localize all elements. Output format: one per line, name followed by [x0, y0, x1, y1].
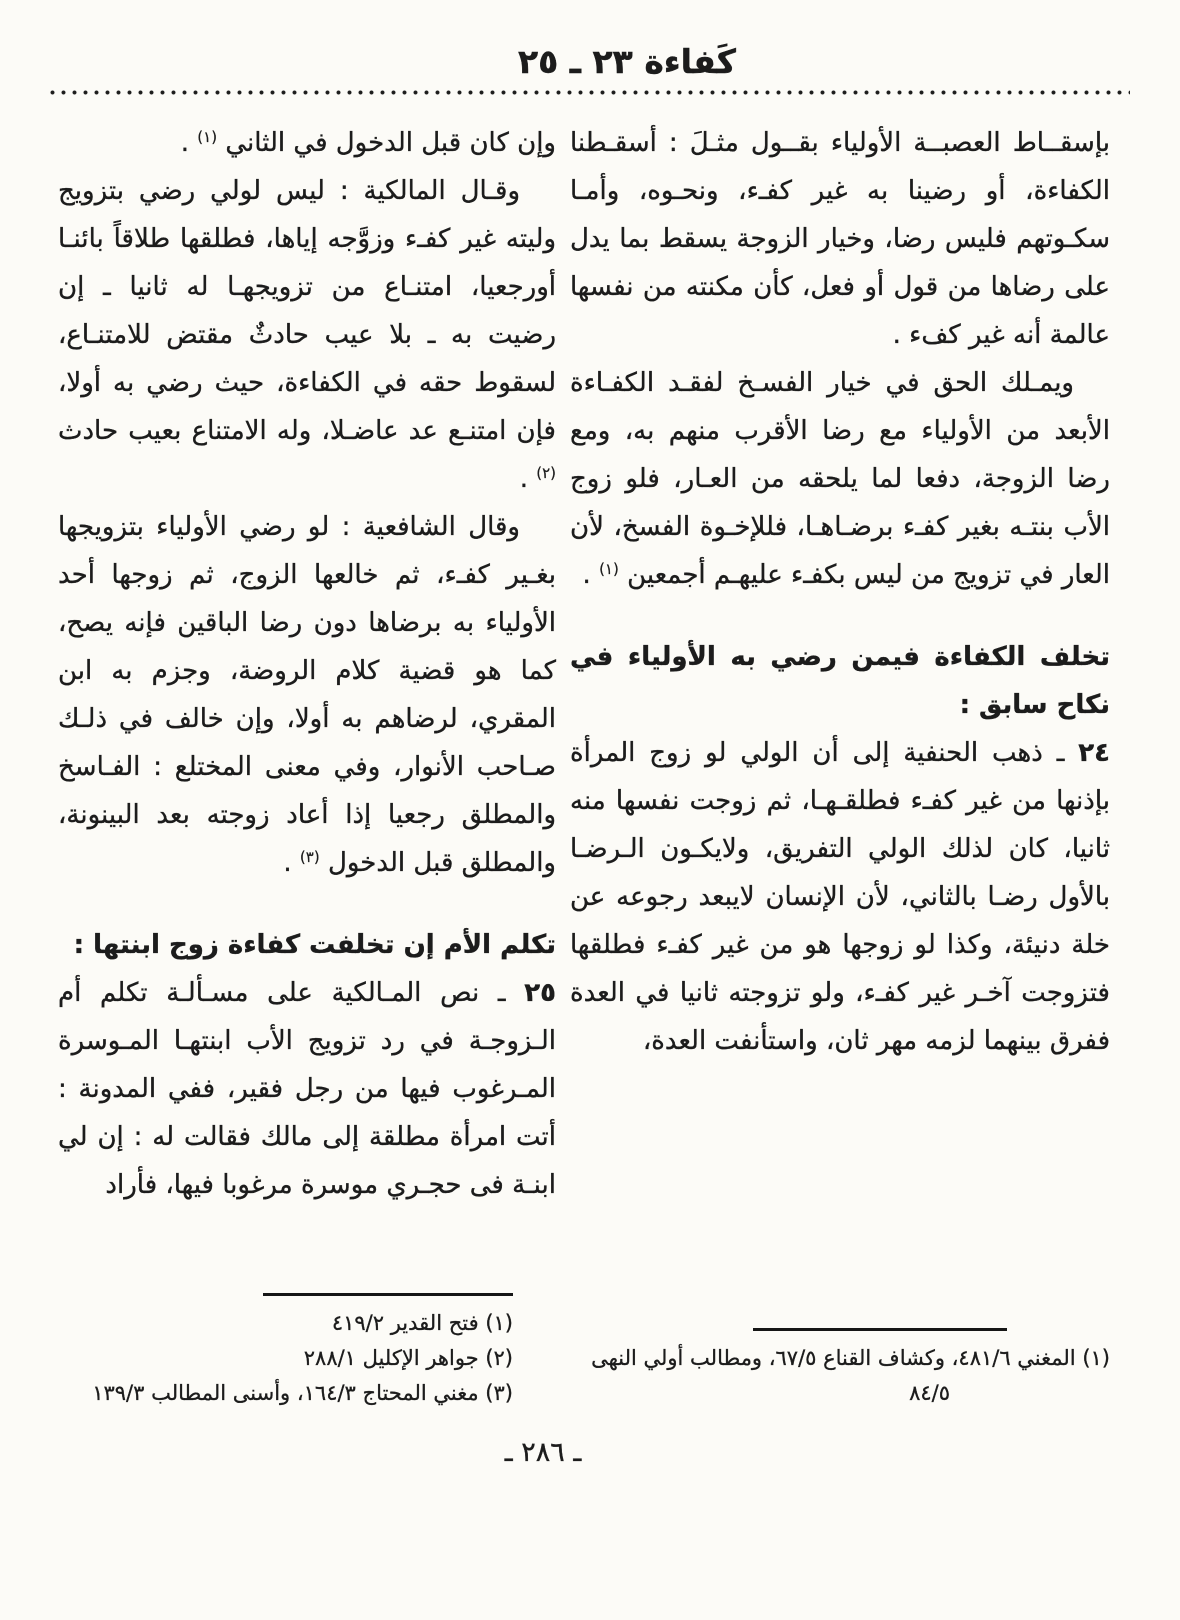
paragraph-text: ويمـلك الحق في خيار الفسـخ لفقـد الكفـاءة الأبعد من الأولياء مع رضا الأقرب منهم به، ومع رضا الزوجة، دفعا لما يلحقه من العـار، فلو زوج الأب بنتـه بغير كفـء برضـاهـا، فللإخـوة الفسخ، لأن العار في تزويج من ليس بكفـء عليهـم أجمعين [570, 368, 1110, 590]
paragraph: بإسقــاط العصبــة الأولياء بقــول مثـلَ : أسقـطنا الكفاءة، أو رضينا به غير كفـء، ونحـوه، وأمـا سكـوتهم فليس رضا، وخيار الزوجة يسقط بما يدل على رضاها من قول أو فعل، كأن مكنته من نفسها عالمة أنه غير كفء . [570, 128, 1110, 350]
paragraph-text: ـ نص المـالكية على مسـألـة تكلم أم الـزوجـة في رد تزويج الأب ابنتهـا المـوسرة المـرغوب فيها من رجل فقير، ففي المدونة : أتت امرأة مطلقة إلى مالك فقالت له : إن لي ابنـة فى حجـري موسرة مرغوبا فيها، فأراد [58, 978, 556, 1200]
footnote: (١) فتح القدير ٤١٩/٢ [331, 1311, 513, 1335]
paragraph [58, 969, 556, 1209]
section-heading: تكلم الأم إن تخلفت كفاءة زوج ابنتها : [73, 930, 556, 960]
paragraph-text: . [283, 848, 300, 878]
footnote-ref: (٢) [536, 464, 556, 482]
footnote: (٢) جواهر الإكليل ٢٨٨/١ [303, 1346, 513, 1370]
paragraph [58, 503, 556, 887]
page-header-title: كَفاءة ٢٣ ـ ٢٥ [517, 42, 737, 81]
paragraph [58, 167, 556, 503]
paragraph [570, 359, 1110, 599]
item-number: ٢٥ [524, 978, 556, 1008]
page-number: ـ ٢٨٦ ـ [504, 1437, 582, 1468]
footnote-lines [570, 1341, 1110, 1411]
footnote-ref: (١) [197, 128, 218, 146]
footnote-ref: (٣) [299, 848, 320, 866]
paragraph-text: . [519, 464, 537, 494]
paragraph-text: . [582, 560, 600, 590]
footnotes-right [570, 1328, 1110, 1411]
footnote: (١) المغني ٤٨١/٦، وكشاف القناع ٦٧/٥، ومطالب أولي النهى [591, 1346, 1110, 1370]
page-footer [0, 1437, 1180, 1468]
paragraph [58, 119, 556, 167]
column-left [58, 119, 556, 1411]
two-column-text [0, 95, 1180, 1411]
footnote-ref: (١) [599, 560, 619, 578]
column-right [570, 119, 1110, 1411]
footnote-lines [58, 1306, 556, 1411]
paragraph-text: ـ ذهب الحنفية إلى أن الولي لو زوج المرأة بإذنها من غير كفـء فطلقـهـا، ثم زوجت نفسها منه ثانيا، كان لذلك الولي التفريق، ولايكـون الـرضـا بالأول رضـا بالثاني، لأن الإنسان لايبعد رجوعه عن خلة دنيئة، وكذا لو زوجها هو من غير كفـء فطلقها فتزوجت آخـر غير كفـء، ولو تزوجته ثانيا في العدة ففرق بينهما لزمه مهر ثان، واستأنفت العدة، [570, 738, 1110, 1056]
page-header [0, 0, 1180, 95]
item-number: ٢٤ [1078, 738, 1110, 768]
section-heading: تخلف الكفاءة فيمن رضي به الأولياء في نكاح سابق : [570, 642, 1110, 720]
footnote-continuation: ٨٤/٥ [909, 1381, 950, 1405]
footnote-divider [753, 1328, 1007, 1331]
paragraph-text: . [180, 128, 198, 158]
paragraph-text: وقـال المالكية : ليس لولي رضي بتزويج وليته غير كفـء وزوَّجه إياها، فطلقها طلاقاً بائنـا أورجعيا، امتنـاع من تزويجهـا له ثانيا ـ إن رضيت به ـ بلا عيب حادثٌ مقتض للامتنـاع، لسقوط حقه في الكفاءة، حيث رضي به أولا، فإن امتنـع عد عاضـلا، وله الامتناع بعيب حادث [58, 176, 556, 446]
paragraph-text: وقال الشافعية : لو رضي الأولياء بتزويجها بغـير كفـء، ثم خالعها الزوج، ثم زوجها أحد الأولياء به برضاها دون رضا الباقين فإنه يصح، كما هو قضية كلام الروضة، وجزم به ابن المقري، لرضاهم به أولا، وإن خالف في ذلـك صـاحب الأنوار، وفي معنى المختلع : الفـاسخ والمطلق رجعيا إذا أعاد زوجته بعد البينونة، والمطلق قبل الدخول [58, 512, 556, 878]
footnotes-left [58, 1293, 556, 1411]
paragraph-text: وإن كان قبل الدخول في الثاني [217, 128, 556, 158]
paragraph [570, 729, 1110, 1065]
footnote: (٣) مغني المحتاج ١٦٤/٣، وأسنى المطالب ١٣٩/٣ [92, 1381, 513, 1405]
footnote-divider [263, 1293, 513, 1296]
